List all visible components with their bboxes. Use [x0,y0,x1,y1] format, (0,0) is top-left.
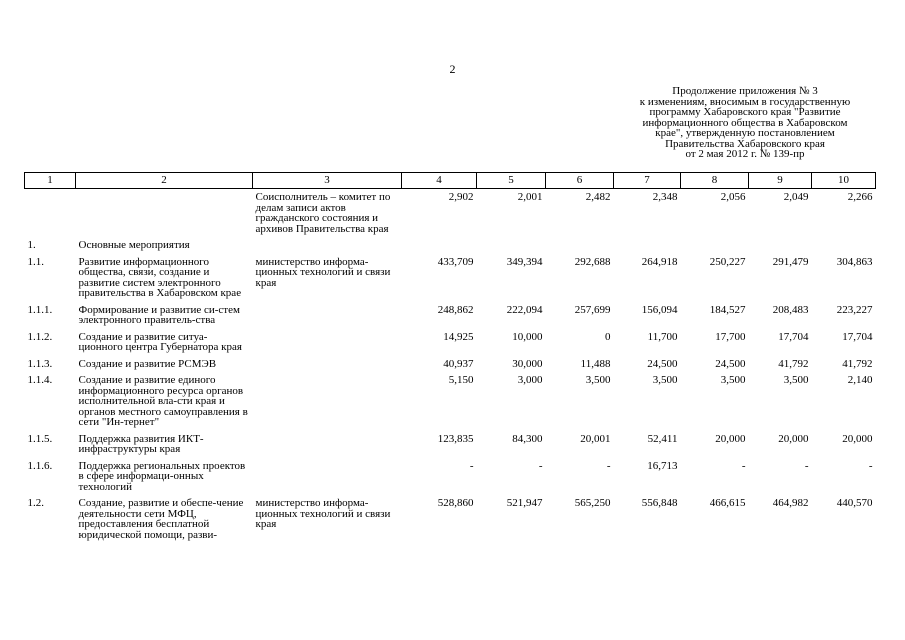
value-cell: 3,500 [720,374,746,386]
item-name-cell: Развитие информационного общества, связи, создание и развитие систем электронного правительства в Хабаровском крае [78,255,242,299]
value-cell [681,237,749,254]
value-cell: 16,713 [647,459,678,472]
value-cell: 20,000 [842,432,873,445]
value-cell: 11,700 [647,330,678,343]
executor-cell: Соисполнитель – комитет по делам записи актов гражданского состояния и архивов Правительства края [255,191,391,235]
table-header-row [25,173,876,189]
item-number-cell: 1.1.6. [27,459,53,472]
column-header: 2 [76,173,253,189]
value-cell: 3,500 [585,374,611,386]
item-name-cell: Создание и развитие РСМЭВ [78,357,217,370]
column-header: 5 [477,173,546,189]
value-cell: 2,001 [517,191,543,203]
column-header: 1 [25,173,76,189]
annex-line: информационного общества в Хабаровском [642,116,848,129]
value-cell: 2,056 [720,191,746,203]
value-cell: 20,000 [778,432,809,445]
value-cell: 20,000 [715,432,746,445]
value-cell: 0 [605,330,611,343]
value-cell: 84,300 [512,432,543,445]
item-number-cell: 1. [27,239,36,251]
value-cell: 521,947 [506,497,543,509]
value-cell: 2,482 [585,191,611,203]
item-name-cell: Создание и развитие единого информационного ресурса органов исполнительной вла-сти края и органов местного самоуправления в сети "Ин-тернет" [78,374,248,428]
executor-cell: министерство информа-ционных технологий и связи края [255,497,391,530]
value-cell: 3,500 [783,374,809,386]
value-cell: 349,394 [506,255,543,268]
value-cell: 24,500 [647,357,678,370]
page-number: 2 [449,62,456,76]
value-cell [546,237,614,254]
table-row [25,431,876,458]
executor-cell [253,329,402,356]
column-header: 4 [402,173,477,189]
annex-line: крае", утвержденную постановлением [655,127,835,139]
value-cell [402,237,477,254]
item-number-cell: 1.1.5. [27,432,53,445]
executor-cell [253,356,402,373]
value-cell: 17,704 [842,330,873,343]
table-row [25,189,876,238]
value-cell: - [469,459,474,472]
annex-heading [600,86,890,160]
item-number-cell: 1.1.1. [27,303,53,316]
value-cell: 466,615 [709,497,746,509]
executor-cell [253,458,402,496]
value-cell: 565,250 [574,497,611,509]
value-cell: 17,704 [778,330,809,343]
value-cell: 3,500 [652,374,678,386]
item-name-cell: Создание и развитие ситуа-ционного центра Губернатора края [78,330,242,353]
value-cell: 52,411 [647,432,678,445]
item-name-cell: Поддержка региональных проектов в сфере информаци-онных технологий [78,459,246,493]
annex-line: Продолжение приложения № 3 [672,85,818,97]
annex-line: программу Хабаровского края "Развитие [649,106,841,118]
executor-cell [253,237,402,254]
executor-cell: министерство информа-ционных технологий и связи края [255,255,391,289]
value-cell: 41,792 [842,357,873,370]
table-row [25,329,876,356]
value-cell: 250,227 [709,255,746,268]
executor-cell [253,302,402,329]
value-cell: 10,000 [512,330,543,343]
value-cell: 41,792 [778,357,809,370]
value-cell: 248,862 [437,303,474,316]
value-cell: 291,479 [772,255,809,268]
item-name-cell: Формирование и развитие си-стем электронного правитель-ства [78,303,240,326]
value-cell: 2,140 [847,374,873,386]
annex-line: к изменениям, вносимым в государственную [639,95,851,108]
item-number-cell: 1.2. [27,497,44,509]
table-row [25,302,876,329]
value-cell [749,237,812,254]
item-number-cell: 1.1.4. [27,374,53,386]
table-row [25,254,876,302]
item-name-cell: Основные мероприятия [78,239,190,251]
annex-line: от 2 мая 2012 г. № 139-пр [685,148,805,160]
value-cell: 184,527 [709,303,746,316]
value-cell: 2,049 [783,191,809,203]
value-cell: 20,001 [580,432,611,445]
executor-cell [253,372,402,431]
item-number-cell: 1.1.2. [27,330,53,343]
value-cell: 257,699 [574,303,611,316]
value-cell: 14,925 [443,330,474,343]
value-cell [812,237,876,254]
column-header: 6 [546,173,614,189]
value-cell: 156,094 [641,303,678,316]
value-cell: 556,848 [641,497,678,509]
value-cell: 30,000 [512,357,543,370]
value-cell: - [606,459,611,472]
value-cell: 304,863 [836,255,873,268]
table-row [25,495,876,543]
table-row [25,458,876,496]
column-header: 7 [614,173,681,189]
value-cell: - [868,459,873,472]
annex-line: Правительства Хабаровского края [665,137,825,150]
item-number-cell [25,189,76,238]
value-cell: 24,500 [715,357,746,370]
value-cell: 264,918 [641,255,678,268]
value-cell: 11,488 [580,357,611,370]
value-cell: 17,700 [715,330,746,343]
value-cell: 208,483 [772,303,809,316]
value-cell: 2,902 [448,191,474,203]
value-cell [614,237,681,254]
item-name-cell: Поддержка развития ИКТ-инфраструктуры края [78,432,204,455]
table-row [25,237,876,254]
value-cell: - [804,459,809,472]
value-cell [477,237,546,254]
column-header: 9 [749,173,812,189]
program-table [24,172,876,543]
value-cell: - [538,459,543,472]
value-cell: 123,835 [437,432,474,445]
value-cell: 5,150 [448,374,474,386]
value-cell: 292,688 [574,255,611,268]
column-header: 3 [253,173,402,189]
column-header: 10 [812,173,876,189]
value-cell: - [741,459,746,472]
value-cell: 433,709 [437,255,474,268]
value-cell: 528,860 [437,497,474,509]
item-number-cell: 1.1.3. [27,357,53,370]
item-name-cell [76,189,253,238]
value-cell: 222,094 [506,303,543,316]
item-number-cell: 1.1. [27,255,44,268]
value-cell: 464,982 [772,497,809,509]
value-cell: 40,937 [443,357,474,370]
value-cell: 223,227 [836,303,873,316]
column-header: 8 [681,173,749,189]
value-cell: 2,266 [847,191,873,203]
value-cell: 2,348 [652,191,678,203]
item-name-cell: Создание, развитие и обеспе-чение деятельности сети МФЦ, предоставления бесплатной юридической помощи, разви- [78,497,244,541]
value-cell: 440,570 [836,497,873,509]
executor-cell [253,431,402,458]
table-row [25,372,876,431]
value-cell: 3,000 [517,374,543,386]
table-row [25,356,876,373]
